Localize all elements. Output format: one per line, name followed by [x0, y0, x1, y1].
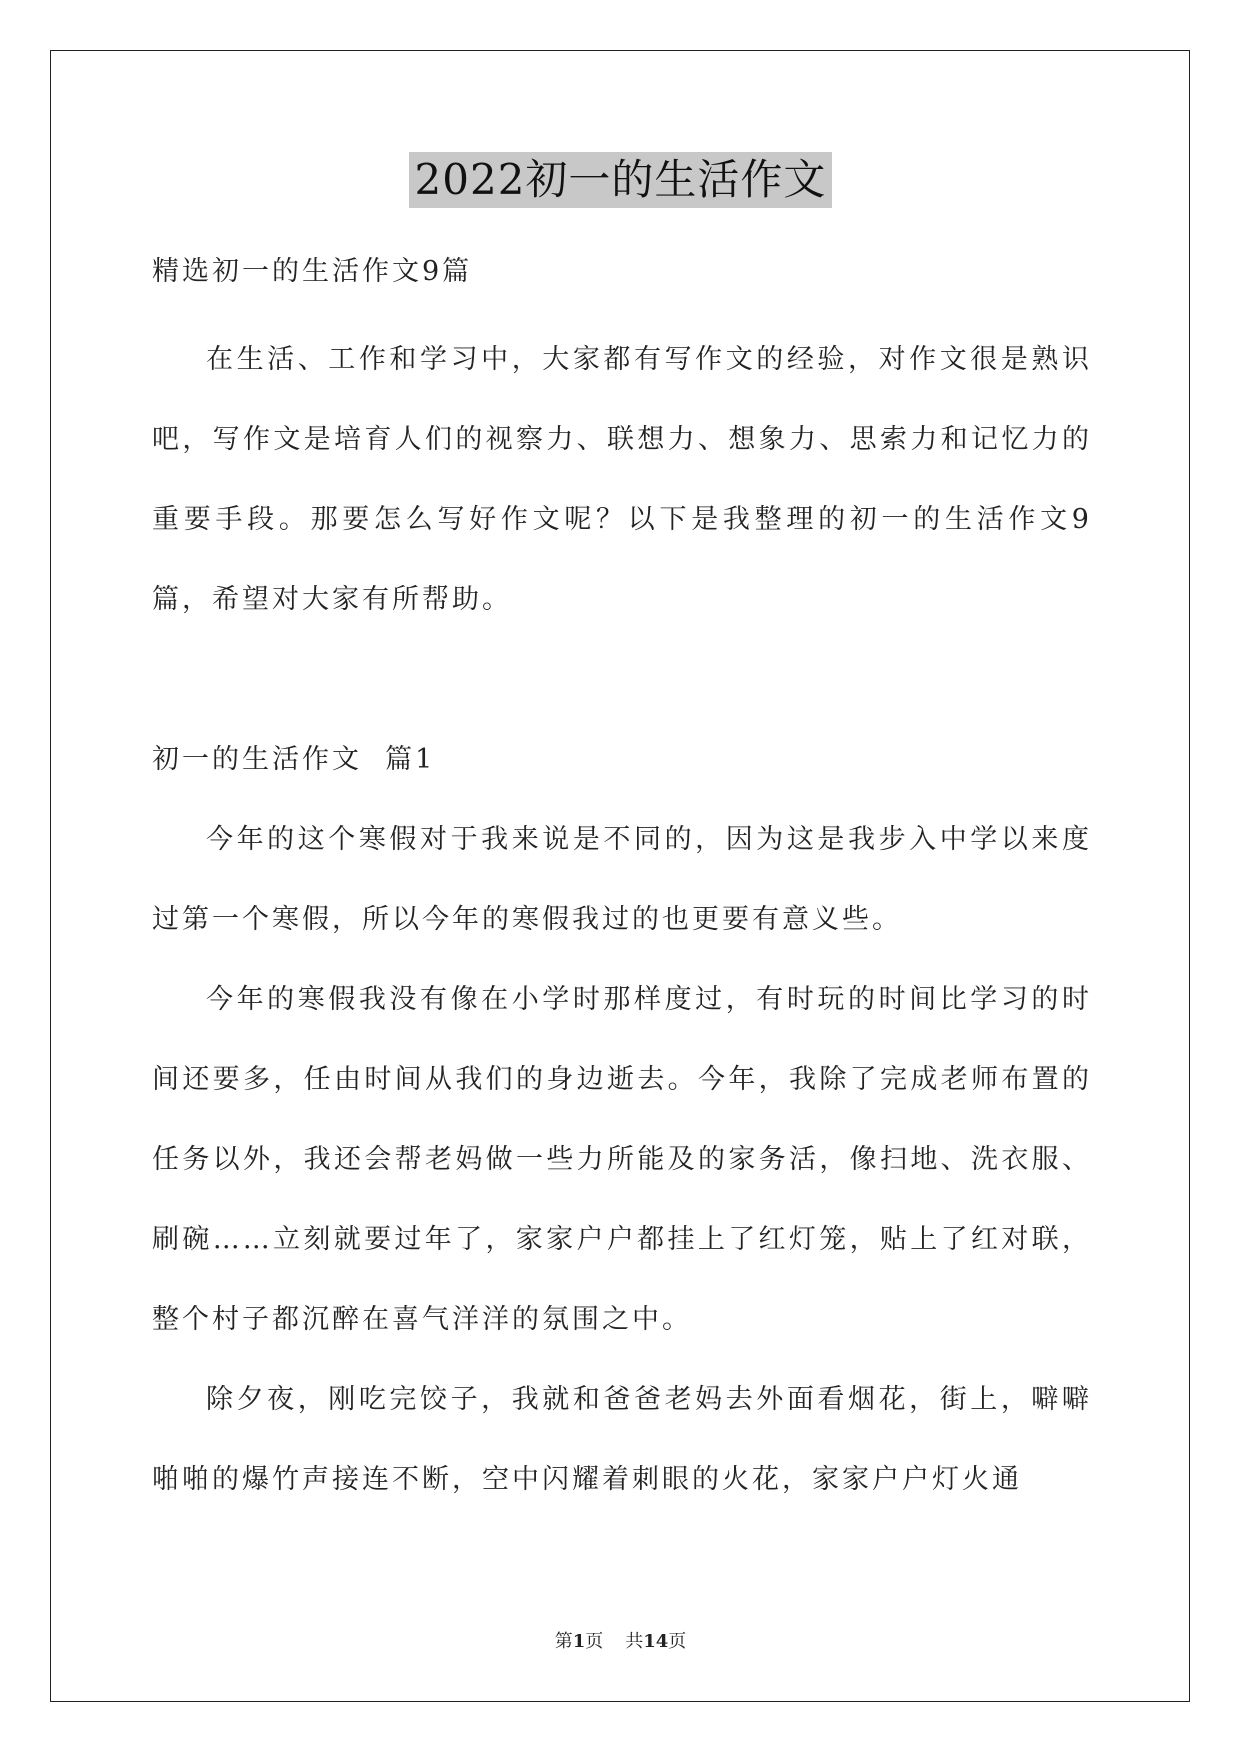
body-paragraph-2: 今年的寒假我没有像在小学时那样度过，有时玩的时间比学习的时间还要多，任由时间从我们的身边逝去。今年，我除了完成老师布置的任务以外，我还会帮老妈做一些力所能及的家务活，像扫地、洗衣服、刷碗……立刻就要过年了，家家户户都挂上了红灯笼，贴上了红对联，整个村子都沉醉在喜气洋洋的氛围之中。: [152, 984, 1092, 1335]
document-title: 2022初一的生活作文: [409, 152, 833, 208]
body-paragraph-3: 除夕夜，刚吃完饺子，我就和爸爸老妈去外面看烟花，街上，噼噼啪啪的爆竹声接连不断，空中闪耀着刺眼的火花，家家户户灯火通: [152, 1384, 1092, 1495]
title-container: [0, 152, 1241, 208]
page-footer: [0, 1627, 1241, 1653]
document-subtitle: 精选初一的生活作文9篇: [152, 256, 473, 287]
page-prefix: 第: [554, 1631, 573, 1652]
intro-paragraph: 在生活、工作和学习中，大家都有写作文的经验，对作文很是熟识吧，写作文是培育人们的视察力、联想力、想象力、思索力和记忆力的重要手段。那要怎么写好作文呢？以下是我整理的初一的生活作文9篇，希望对大家有所帮助。: [152, 344, 1092, 615]
current-page-number: 1: [572, 1631, 586, 1652]
total-page-number: 14: [643, 1631, 669, 1652]
section-heading: 初一的生活作文 篇1: [152, 744, 436, 775]
body-paragraph-1: 今年的这个寒假对于我来说是不同的，因为这是我步入中学以来度过第一个寒假，所以今年的寒假我过的也更要有意义些。: [152, 824, 1092, 935]
page-suffix: 页: [585, 1631, 604, 1652]
total-suffix: 页: [668, 1631, 687, 1652]
document-body: [152, 232, 1092, 1520]
total-prefix: 共: [625, 1631, 644, 1652]
